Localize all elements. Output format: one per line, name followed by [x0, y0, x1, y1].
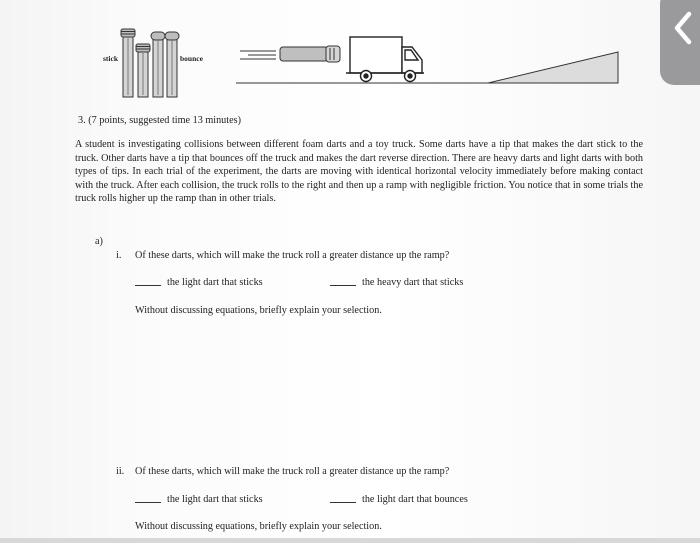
experiment-figure	[0, 0, 660, 105]
answer-blank[interactable]	[135, 285, 161, 286]
stick-label: stick	[103, 54, 118, 63]
option-label: the light dart that sticks	[167, 494, 263, 505]
chevron-left-icon	[670, 8, 696, 48]
back-button[interactable]	[660, 0, 700, 85]
subpart-i-prompt: Of these darts, which will make the truck roll a greater distance up the ramp?	[135, 250, 450, 261]
part-a-label: a)	[95, 236, 103, 247]
bounce-label: bounce	[180, 54, 203, 63]
flying-dart	[240, 46, 340, 62]
subpart-ii-explain: Without discussing equations, briefly explain your selection.	[135, 521, 382, 532]
subpart-i-explain: Without discussing equations, briefly explain your selection.	[135, 305, 382, 316]
page-edge	[0, 538, 700, 543]
subpart-i-number: i.	[116, 250, 122, 261]
subpart-ii-number: ii.	[116, 466, 125, 477]
darts-illustration	[121, 29, 179, 97]
option-label: the light dart that bounces	[362, 494, 468, 505]
subpart-ii-prompt: Of these darts, which will make the truck roll a greater distance up the ramp?	[135, 466, 450, 477]
answer-blank[interactable]	[330, 285, 356, 286]
subpart-i-option-2[interactable]	[330, 277, 463, 288]
answer-blank[interactable]	[135, 502, 161, 503]
subpart-ii-option-2[interactable]	[330, 494, 468, 505]
answer-blank[interactable]	[330, 502, 356, 503]
option-label: the light dart that sticks	[167, 277, 263, 288]
subpart-i-option-1[interactable]	[135, 277, 263, 288]
option-label: the heavy dart that sticks	[362, 277, 464, 288]
toy-truck	[346, 37, 424, 82]
subpart-ii-option-1[interactable]	[135, 494, 263, 505]
question-paragraph: A student is investigating collisions between different foam darts and a toy truck. Some darts have a tip that makes the dart stick to the truck. Other darts have a tip that bounces off the truck and makes the dart reverse direction. There are heavy darts and light darts with both types of tips. In each trial of the experiment, the darts are moving with identical horizontal velocity immediately before making contact with the truck. After each collision, the truck rolls to the right and then up a ramp with negligible friction. You notice that in some trials the truck rolls higher up the ramp than in other trials.	[75, 139, 643, 205]
question-header: 3. (7 points, suggested time 13 minutes)	[78, 115, 241, 126]
